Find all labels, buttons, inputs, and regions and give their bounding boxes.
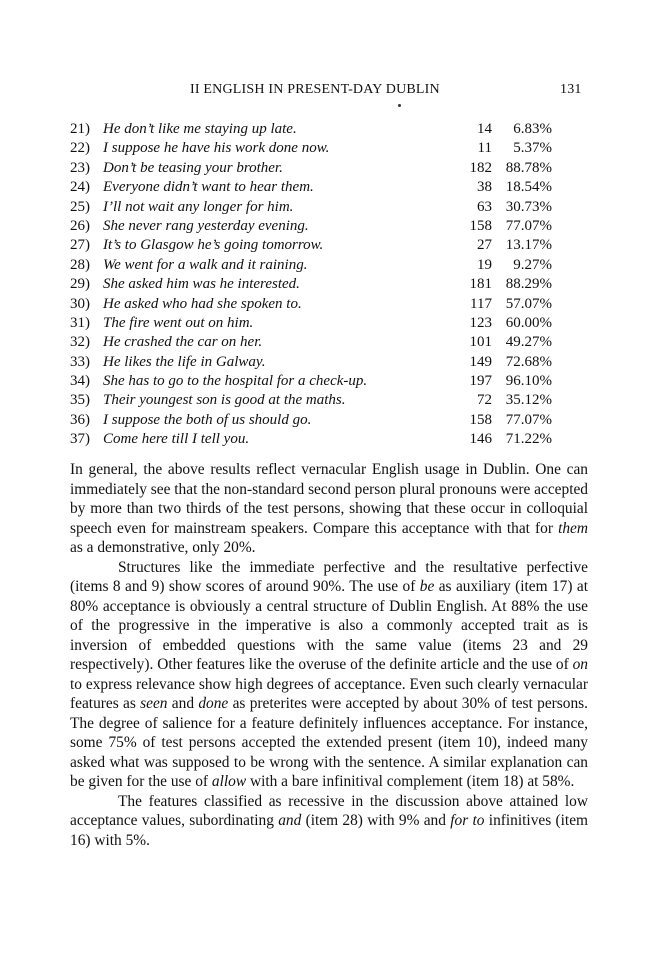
item-percentage: 30.73% [505,198,552,215]
list-item [70,391,550,410]
item-number: 32) [70,334,90,351]
list-item [70,333,550,352]
item-percentage: 57.07% [505,295,552,312]
item-sentence: She never rang yesterday evening. [103,217,309,234]
item-count: 14 [477,121,492,137]
list-item [70,120,550,139]
list-item [70,353,550,372]
item-count: 197 [469,373,492,390]
item-count: 149 [469,353,492,370]
list-item [70,314,550,333]
list-item [70,159,550,178]
item-number: 25) [70,198,90,215]
item-sentence: He don’t like me staying up late. [103,121,297,137]
item-sentence: I suppose the both of us should go. [103,411,312,428]
item-count: 158 [469,217,492,234]
item-sentence: Everyone didn’t want to hear them. [103,179,314,196]
item-count: 11 [477,140,492,157]
item-sentence: I’ll not wait any longer for him. [103,198,294,215]
list-item [70,275,550,294]
item-number: 26) [70,217,90,234]
item-count: 72 [477,392,492,409]
item-count: 101 [469,334,492,351]
item-count: 19 [477,256,492,273]
item-sentence: She has to go to the hospital for a check-up. [103,373,368,390]
item-number: 28) [70,256,90,273]
list-item [70,217,550,236]
item-count: 27 [477,237,492,254]
list-item [70,139,550,158]
item-count: 117 [470,295,492,312]
item-number: 30) [70,295,90,312]
item-number: 21) [70,121,90,137]
item-percentage: 5.37% [513,140,552,157]
item-sentence: We went for a walk and it raining. [103,256,308,273]
item-count: 182 [469,159,492,176]
item-sentence: He likes the life in Galway. [103,353,266,370]
item-count: 146 [469,431,492,448]
item-percentage: 6.83% [513,121,552,137]
item-number: 33) [70,353,90,370]
page-number: 131 [560,82,582,97]
item-number: 27) [70,237,90,254]
paragraph-1: In general, the above results reflect vernacular English usage in Dublin. One can immediately see that the non-standard second person plural pronouns were accepted by more than two thirds of the test persons, showing that these occur in colloquial speech even for mainstream speakers. Compare this acceptance with that for them as a demonstrative, only 20%. [70,461,588,556]
item-sentence: The fire went out on him. [103,314,254,331]
item-count: 181 [469,276,492,293]
item-number: 22) [70,140,90,157]
item-percentage: 77.07% [505,217,552,234]
item-percentage: 77.07% [505,411,552,428]
item-number: 23) [70,159,90,176]
list-item [70,236,550,255]
item-sentence: She asked him was he interested. [103,276,300,293]
item-sentence: He asked who had she spoken to. [103,295,302,312]
item-number: 31) [70,314,90,331]
running-title: II ENGLISH IN PRESENT-DAY DUBLIN [190,82,440,97]
item-number: 29) [70,276,90,293]
item-number: 36) [70,411,90,428]
list-item [70,372,550,391]
item-sentence: He crashed the car on her. [103,334,263,351]
item-count: 38 [477,179,492,196]
item-count: 123 [469,314,492,331]
item-sentence: I suppose he have his work done now. [103,140,330,157]
list-item [70,198,550,217]
item-percentage: 35.12% [505,392,552,409]
item-percentage: 72.68% [505,353,552,370]
list-item [70,411,550,430]
item-number: 37) [70,431,90,448]
item-percentage: 9.27% [513,256,552,273]
item-percentage: 96.10% [505,373,552,390]
item-count: 158 [469,411,492,428]
item-percentage: 60.00% [505,314,552,331]
item-sentence: Come here till I tell you. [103,431,250,448]
body-text [70,460,588,850]
item-percentage: 88.78% [505,159,552,176]
list-item [70,256,550,275]
item-sentence: It’s to Glasgow he’s going tomorrow. [103,237,324,254]
paragraph-3: The features classified as recessive in the discussion above attained low acceptance values, subordinating and (item 28) with 9% and for to infinitives (item 16) with 5%. [70,792,589,849]
test-items-list [70,120,550,450]
list-item [70,178,550,197]
item-percentage: 18.54% [505,179,552,196]
list-item [70,295,550,314]
item-sentence: Don’t be teasing your brother. [103,159,283,176]
item-percentage: 13.17% [505,237,552,254]
item-sentence: Their youngest son is good at the maths. [103,392,346,409]
paragraph-2: Structures like the immediate perfective and the resultative perfective (items 8 and 9) show scores of around 90%. The use of be as auxiliary (item 17) at 80% acceptance is obviously a central structure of Dublin English. At 88% the use of the progressive in the imperative is also a commonly accepted trait as is inversion of embedded questions with the same value (items 23 and 29 respectively). Other features like the overuse of the definite article and the use of on to express relevance show high degrees of acceptance. Even such clearly vernacular features as seen and done as preterites were accepted by about 30% of test persons. The degree of salience for a feature definitely influences acceptance. For instance, some 75% of test persons accepted the extended present (item 10), indeed many asked what was supposed to be wrong with the sentence. A similar explanation can be given for the use of allow with a bare infinitival complement (item 18) at 58%. [70,558,588,790]
list-item [70,430,550,449]
item-percentage: 71.22% [505,431,552,448]
item-count: 63 [477,198,492,215]
item-percentage: 88.29% [505,276,552,293]
print-speck [398,104,401,107]
item-number: 34) [70,373,90,390]
item-number: 35) [70,392,90,409]
item-percentage: 49.27% [505,334,552,351]
item-number: 24) [70,179,90,196]
